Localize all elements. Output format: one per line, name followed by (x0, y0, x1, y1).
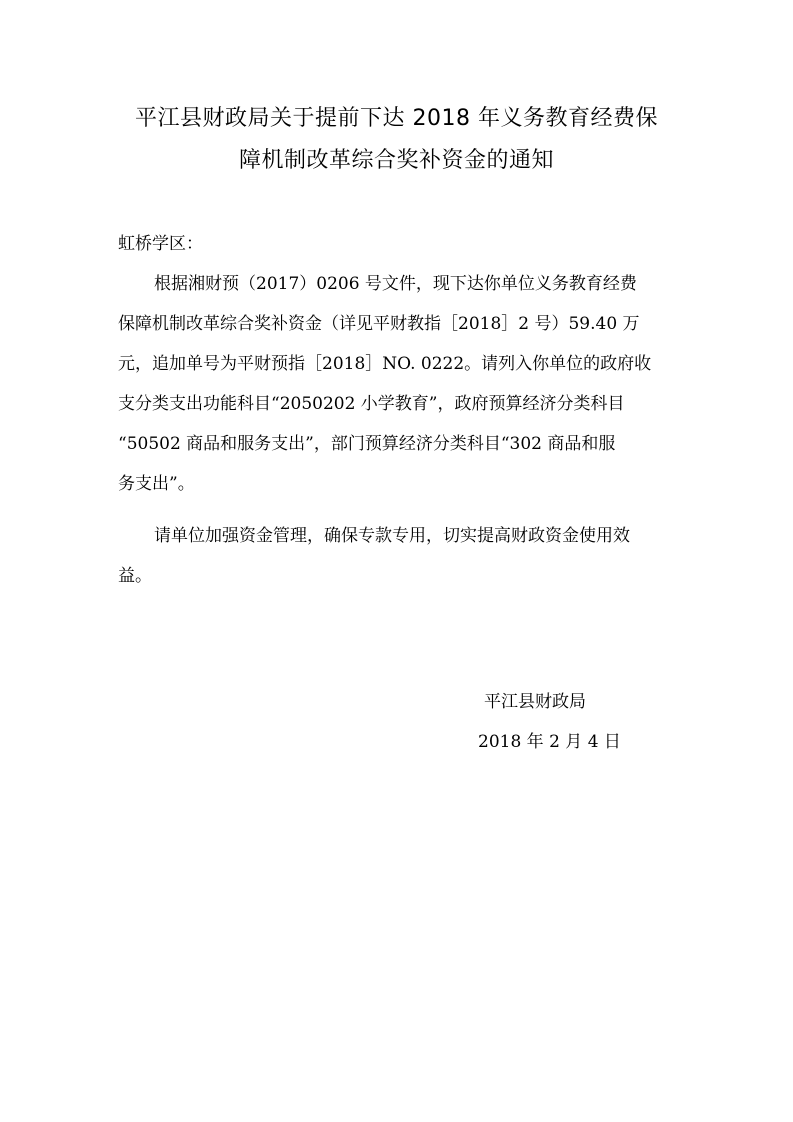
paragraph-line: 根据湘财预（2017）0206 号文件，现下达你单位义务教育经费 (154, 274, 637, 294)
signature-organization: 平江县财政局 (484, 692, 586, 712)
paragraph-line: “50502 商品和服务支出”，部门预算经济分类科目“302 商品和服 (118, 434, 616, 454)
paragraph-line: 元，追加单号为平财预指［2018］NO. 0222。请列入你单位的政府收 (118, 354, 652, 374)
title-line: 障机制改革综合奖补资金的通知 (238, 148, 554, 173)
paragraph-line: 益。 (118, 566, 152, 586)
title-line: 平江县财政局关于提前下达 2018 年义务教育经费保 (135, 106, 658, 131)
paragraph-line: 支分类支出功能科目“2050202 小学教育”，政府预算经济分类科目 (118, 394, 625, 414)
salutation (118, 224, 692, 264)
signature-date: 2018 年 2 月 4 日 (478, 732, 621, 752)
document-title (90, 98, 703, 182)
paragraph-notice (118, 264, 692, 504)
paragraph-line: 保障机制改革综合奖补资金（详见平财教指［2018］2 号）59.40 万 (118, 314, 640, 334)
paragraph-line: 务支出”。 (118, 474, 195, 494)
paragraph-line: 请单位加强资金管理，确保专款专用，切实提高财政资金使用效 (154, 526, 630, 546)
signature-block (470, 682, 670, 762)
salutation-text: 虹桥学区： (118, 234, 203, 254)
paragraph-request (118, 516, 692, 596)
